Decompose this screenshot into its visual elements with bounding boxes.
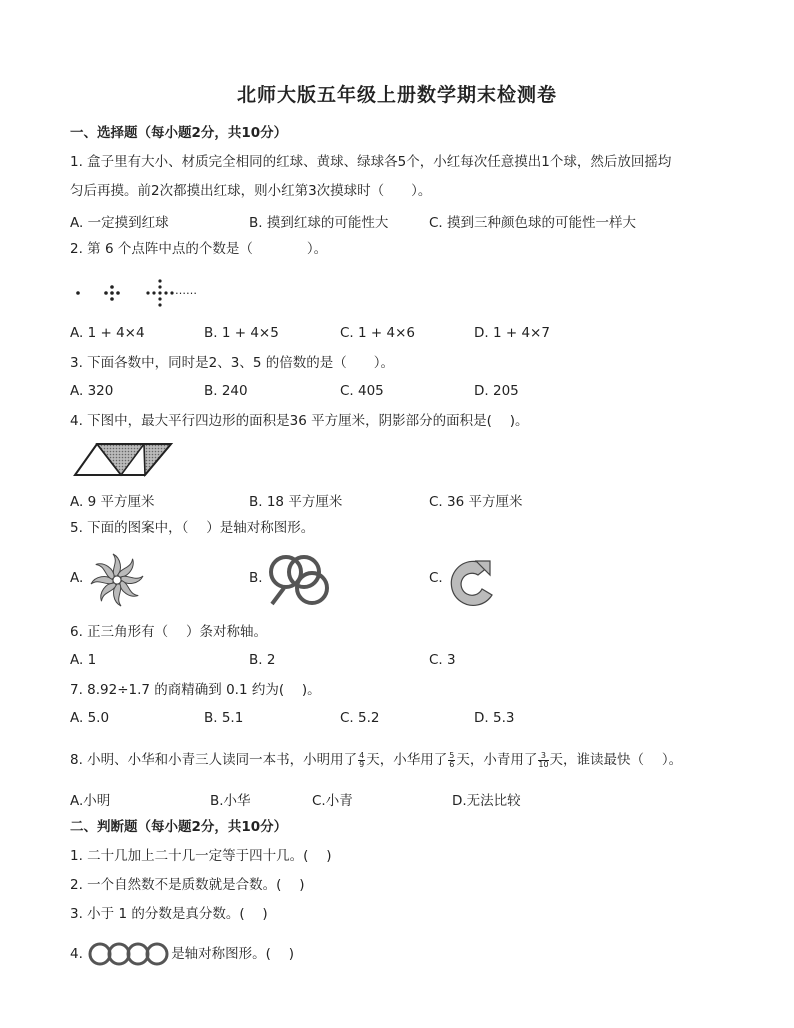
q8-part2: 天，小华用了 <box>366 752 448 768</box>
q5-label-a: A. <box>70 570 84 586</box>
q8-option-c: C.小青 <box>312 793 353 809</box>
parallelogram-figure <box>73 441 175 479</box>
q1-option-b: B. 摸到红球的可能性大 <box>249 215 389 231</box>
q7-option-d: D. 5.3 <box>474 710 515 726</box>
section1-heading: 一、选择题（每小题2分，共10分） <box>70 125 288 141</box>
q1-line2: 匀后再摸。前2次都摸出红球，则小红第3次摸球时（ ）。 <box>70 183 432 199</box>
q8-option-b: B.小华 <box>210 793 251 809</box>
q8-fraction-3: $\frac{3}{10}$ <box>538 750 549 769</box>
judge-item-4-text: 是轴对称图形。( ) <box>171 946 295 962</box>
pinwheel-pattern-figure <box>86 550 148 610</box>
q2-text: 2. 第 6 个点阵中点的个数是（ ）。 <box>70 241 328 257</box>
q8-part3: 天，小青用了 <box>456 752 538 768</box>
q4-text: 4. 下图中，最大平行四边形的面积是36 平方厘米，阴影部分的面积是( )。 <box>70 413 529 429</box>
q2-option-c: C. 1 + 4×6 <box>340 325 415 341</box>
section2-heading: 二、判断题（每小题2分，共10分） <box>70 819 288 835</box>
q3-option-b: B. 240 <box>204 383 248 399</box>
q2-option-a: A. 1 + 4×4 <box>70 325 145 341</box>
q8-part4: 天，谁读最快（ ）。 <box>549 752 683 768</box>
q7-text: 7. 8.92÷1.7 的商精确到 0.1 约为( )。 <box>70 682 321 698</box>
q7-option-b: B. 5.1 <box>204 710 244 726</box>
page-title: 北师大版五年级上册数学期末检测卷 <box>236 84 557 106</box>
q8-option-d: D.无法比较 <box>452 793 521 809</box>
q1-line1: 1. 盒子里有大小、材质完全相同的红球、黄球、绿球各5个，小红每次任意摸出1个球，然后放回摇均 <box>70 154 672 170</box>
q5-text: 5. 下面的图案中，（ ）是轴对称图形。 <box>70 520 315 536</box>
q5-label-c: C. <box>429 570 443 586</box>
q8-text <box>70 751 682 769</box>
q1-option-a: A. 一定摸到红球 <box>70 215 169 231</box>
q2-option-b: B. 1 + 4×5 <box>204 325 279 341</box>
q8-option-a: A.小明 <box>70 793 111 809</box>
q8-fraction-1: $\frac{4}{9}$ <box>359 750 365 769</box>
q3-text: 3. 下面各数中，同时是2、3、5 的倍数的是（ ）。 <box>70 355 394 371</box>
q6-option-b: B. 2 <box>249 652 276 668</box>
bank-logo-figure <box>446 555 502 609</box>
q7-option-c: C. 5.2 <box>340 710 380 726</box>
q3-option-d: D. 205 <box>474 383 519 399</box>
four-rings-icon <box>87 941 171 967</box>
q6-option-a: A. 1 <box>70 652 97 668</box>
judge-item-4 <box>70 941 294 967</box>
judge-item-1: 1. 二十几加上二十几一定等于四十几。( ) <box>70 848 332 864</box>
q6-text: 6. 正三角形有（ ）条对称轴。 <box>70 624 267 640</box>
dot-pattern-ellipsis: …… <box>175 284 197 297</box>
q8-fraction-2: $\frac{5}{6}$ <box>449 750 455 769</box>
q4-option-a: A. 9 平方厘米 <box>70 494 155 510</box>
q3-option-c: C. 405 <box>340 383 384 399</box>
q7-option-a: A. 5.0 <box>70 710 110 726</box>
q6-option-c: C. 3 <box>429 652 456 668</box>
q1-option-c: C. 摸到三种颜色球的可能性一样大 <box>429 215 637 231</box>
q4-option-b: B. 18 平方厘米 <box>249 494 343 510</box>
judge-item-4-number: 4. <box>70 946 83 962</box>
q3-option-a: A. 320 <box>70 383 114 399</box>
q8-part1: 8. 小明、小华和小青三人读同一本书，小明用了 <box>70 752 358 768</box>
q4-option-c: C. 36 平方厘米 <box>429 494 523 510</box>
q5-label-b: B. <box>249 570 263 586</box>
judge-item-2: 2. 一个自然数不是质数就是合数。( ) <box>70 877 305 893</box>
judge-item-3: 3. 小于 1 的分数是真分数。( ) <box>70 906 268 922</box>
q2-option-d: D. 1 + 4×7 <box>474 325 550 341</box>
rings-logo-figure <box>262 552 332 610</box>
